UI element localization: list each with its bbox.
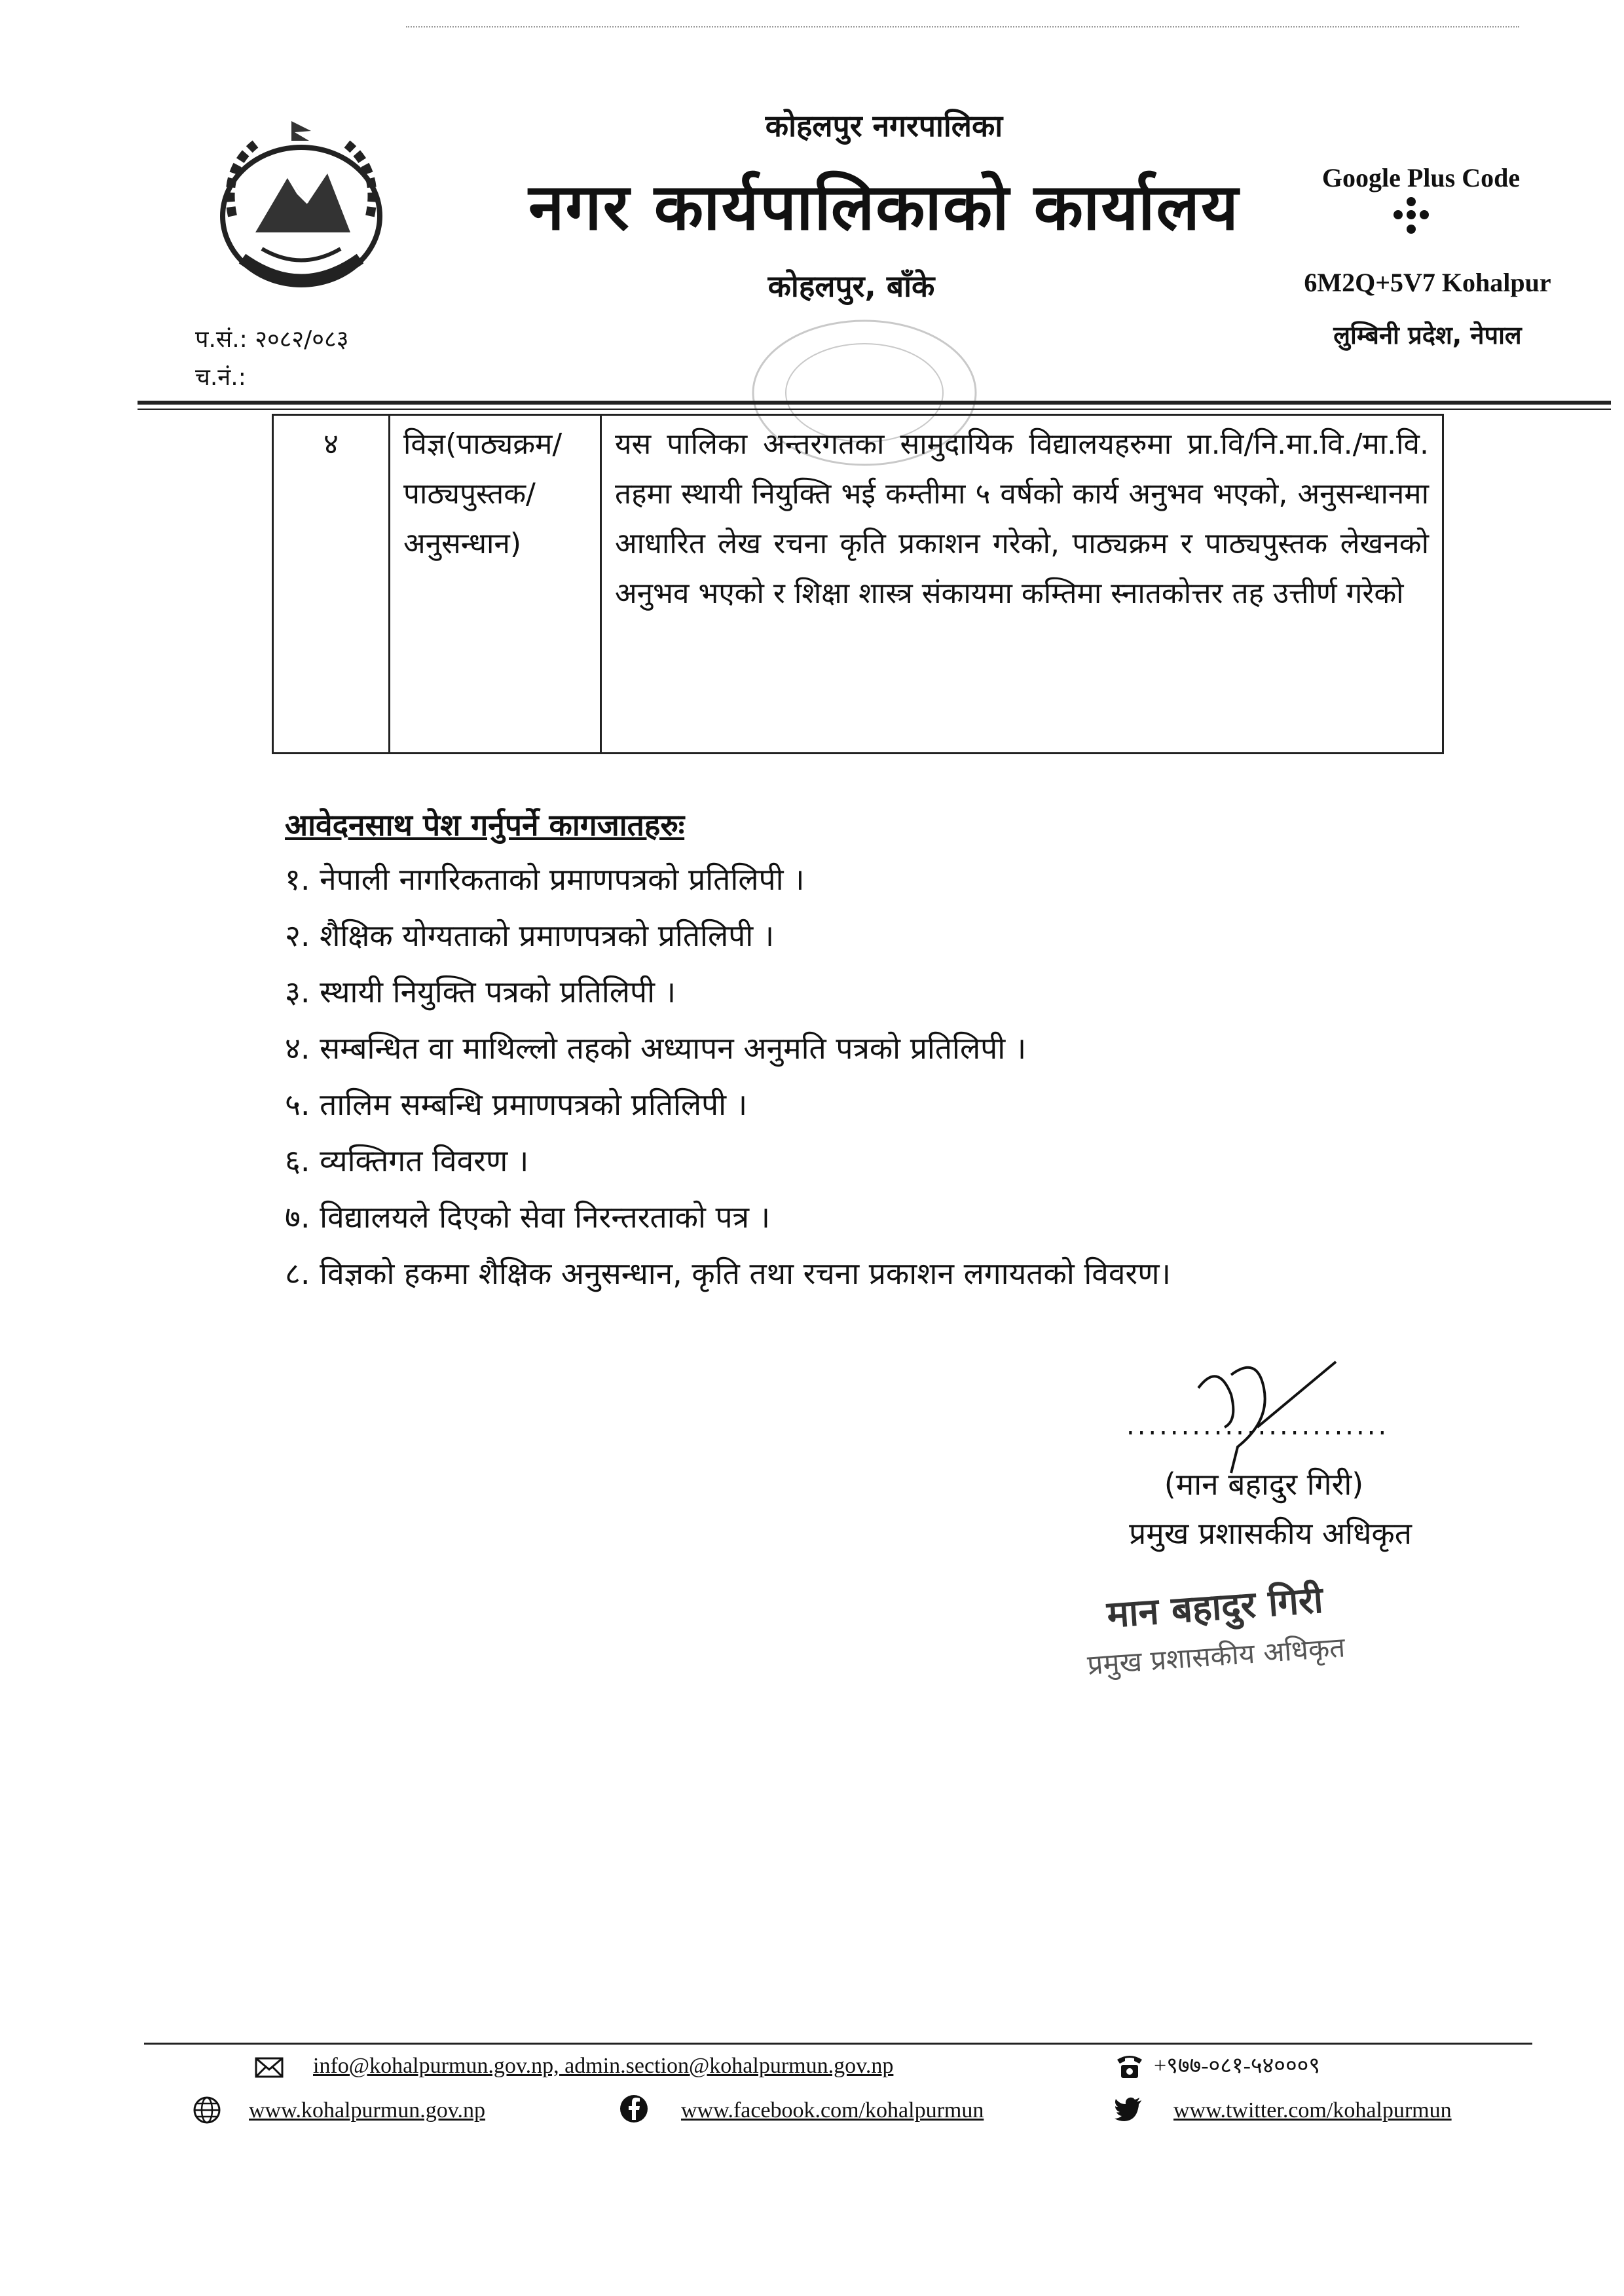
website-link[interactable]: www.kohalpurmun.gov.np <box>249 2098 486 2123</box>
list-item: २. शैक्षिक योग्यताको प्रमाणपत्रको प्रतिलिपी । <box>285 918 775 953</box>
table-row <box>273 415 1443 754</box>
nepal-emblem-icon <box>196 118 406 308</box>
plus-code-title: Google Plus Code <box>1321 163 1521 192</box>
phone-icon <box>1115 2050 1145 2081</box>
reference-number: प.सं.: २०८२/०८३ <box>195 326 349 353</box>
documents-list <box>285 851 1496 1302</box>
signature-dots: ........................ <box>1126 1411 1390 1441</box>
office-name: नगर कार्यपालिकाको कार्यालय <box>528 170 1240 245</box>
documents-title: आवेदनसाथ पेश गर्नुपर्ने कागजातहरुः <box>285 807 685 843</box>
facebook-link[interactable]: www.facebook.com/kohalpurmun <box>681 2098 984 2123</box>
province-name: लुम्बिनी प्रदेश, नेपाल <box>1333 321 1522 350</box>
email-link[interactable]: info@kohalpurmun.gov.np, admin.section@kohalpurmun.gov.np <box>313 2054 894 2078</box>
office-location: कोहलपुर, बाँके <box>767 268 935 304</box>
title-stamp: प्रमुख प्रशासकीय अधिकृत <box>1086 1631 1346 1681</box>
list-item: ६. व्यक्तिगत विवरण । <box>285 1143 529 1178</box>
twitter-link[interactable]: www.twitter.com/kohalpurmun <box>1173 2098 1452 2123</box>
facebook-icon <box>619 2094 649 2124</box>
row-number: ४ <box>273 415 390 754</box>
header-rule-thick <box>138 401 1611 405</box>
plus-code-value: 6M2Q+5V7 Kohalpur <box>1304 268 1551 297</box>
signatory-title: प्रमुख प्रशासकीय अधिकृत <box>1129 1516 1412 1551</box>
list-item: ४. सम्बन्धित वा माथिल्लो तहको अध्यापन अनुमति पत्रको प्रतिलिपी । <box>285 1030 1027 1066</box>
name-stamp: मान बहादुर गिरी <box>1105 1578 1325 1637</box>
signatory-name: (मान बहादुर गिरी) <box>1164 1467 1364 1502</box>
globe-icon <box>192 2095 222 2125</box>
qualification-table <box>272 414 1444 754</box>
row-description: यस पालिका अन्तरगतका सामुदायिक विद्यालयहरुमा प्रा.वि/नि.मा.वि./मा.वि. तहमा स्थायी नियुक्ति भई कम्तीमा ५ वर्षको कार्य अनुभव भएको, अनुसन्धानमा आधारित लेख रचना कृति प्रकाशन गरेको, पाठ्यक्रम र पाठ्यपुस्तक लेखनको अनुभव भएको र शिक्षा शास्त्र संकायमा कम्तिमा स्नातकोत्तर तह उत्तीर्ण गरेको <box>601 415 1443 754</box>
municipality-name: कोहलपुर नगरपालिका <box>765 108 1003 143</box>
mail-icon <box>254 2052 284 2083</box>
list-item: ५. तालिम सम्बन्धि प्रमाणपत्रको प्रतिलिपी । <box>285 1087 748 1122</box>
list-item: ७. विद्यालयले दिएको सेवा निरन्तरताको पत्र । <box>285 1199 771 1235</box>
list-item: ८. विज्ञको हकमा शैक्षिक अनुसन्धान, कृति तथा रचना प्रकाशन लगायतको विवरण। <box>285 1256 1171 1291</box>
list-item: ३. स्थायी नियुक्ति पत्रको प्रतिलिपी । <box>285 974 676 1010</box>
phone-number: +९७७-०८१-५४०००९ <box>1154 2054 1320 2078</box>
dispatch-number: च.नं.: <box>195 364 246 391</box>
header-rule-thin <box>138 409 1611 410</box>
footer-rule <box>144 2043 1532 2045</box>
top-scan-line <box>406 26 1519 27</box>
plus-code-icon <box>1392 196 1431 242</box>
row-subject: विज्ञ(पाठ्यक्रम/ पाठ्यपुस्तक/ अनुसन्धान) <box>390 415 601 754</box>
twitter-icon <box>1113 2094 1143 2124</box>
list-item: १. नेपाली नागरिकताको प्रमाणपत्रको प्रतिलिपी । <box>285 862 805 897</box>
